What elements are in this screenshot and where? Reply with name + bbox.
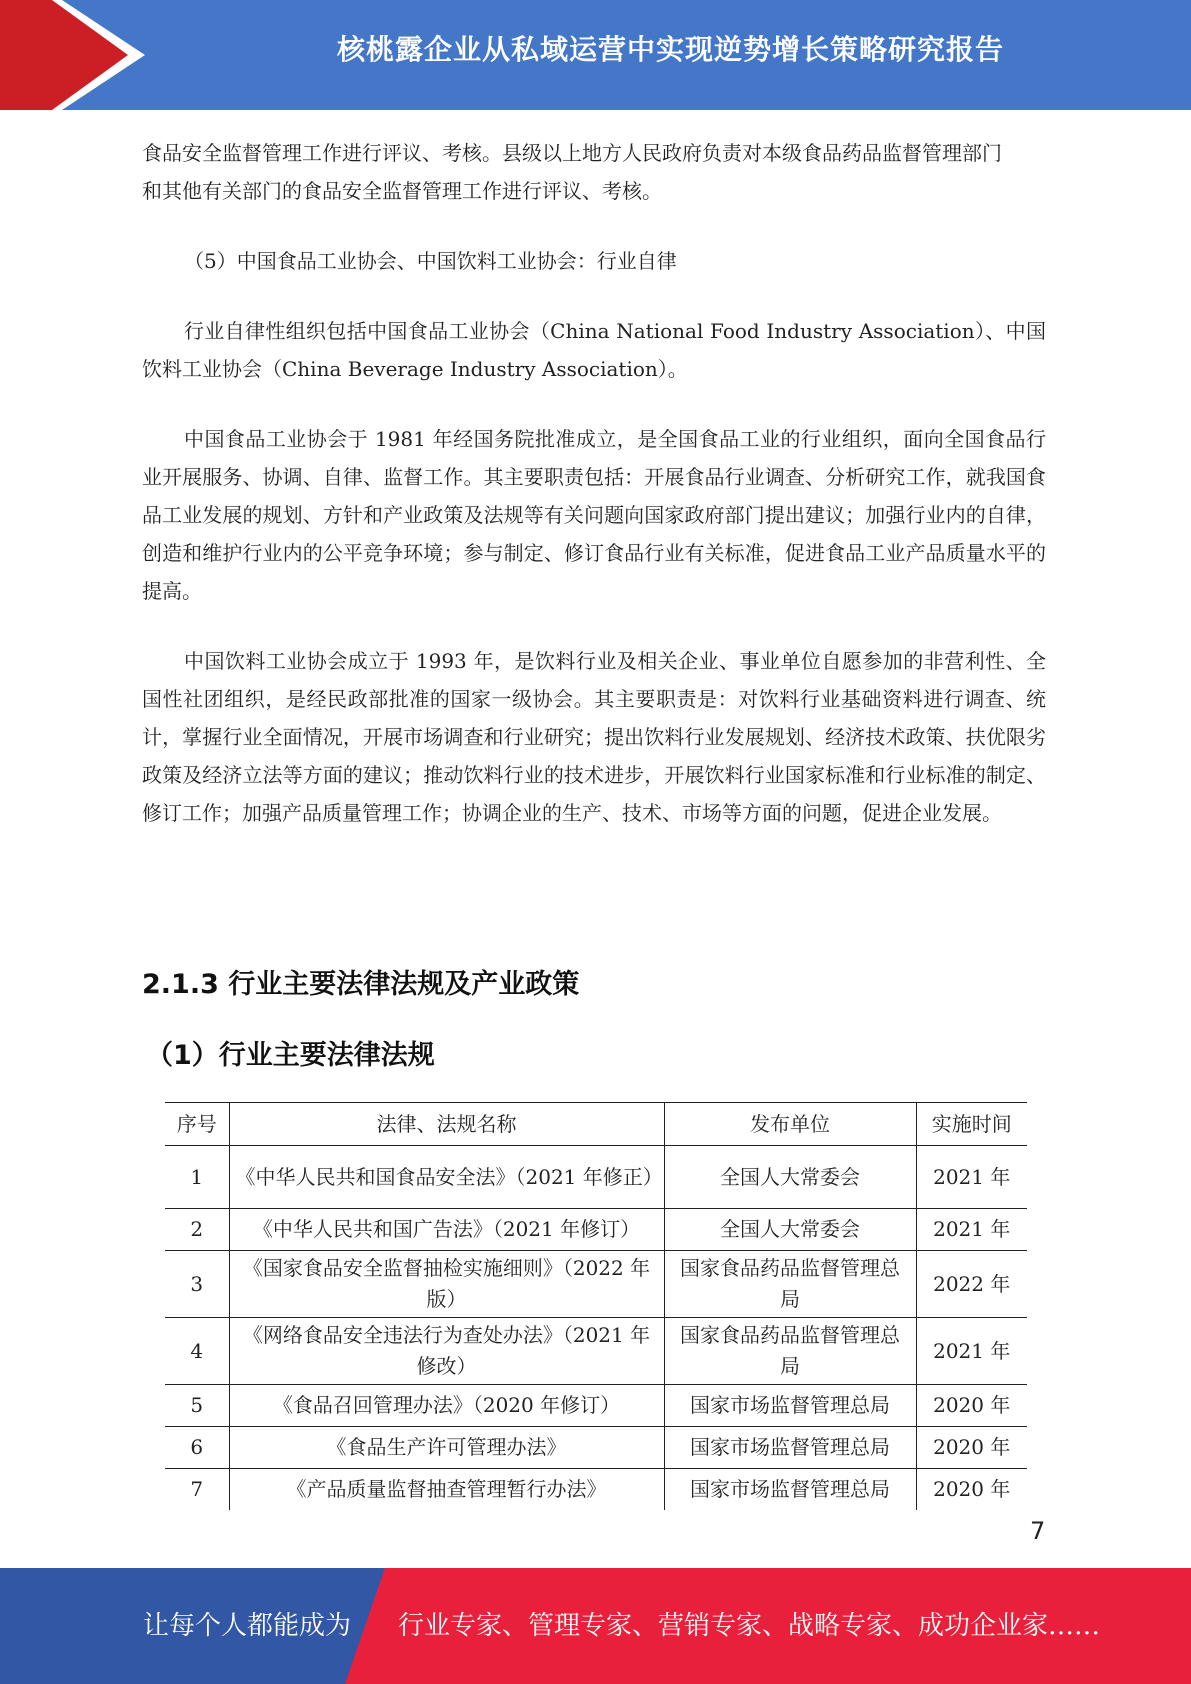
footer-slogan-left: 让每个人都能成为 [143, 1611, 352, 1641]
table-row [165, 1251, 1027, 1318]
row-number: 6 [165, 1427, 229, 1469]
issuing-unit: 全国人大常委会 [664, 1209, 916, 1251]
page-footer-banner [0, 1568, 1191, 1684]
footer-slogan-right: 行业专家、管理专家、营销专家、战略专家、成功企业家…… [398, 1611, 1101, 1641]
paragraph-line: 食品安全监督管理工作进行评议、考核。县级以上地方人民政府负责对本级食品药品监督管理部门 [142, 141, 1002, 165]
page-number: 7 [1030, 1517, 1046, 1545]
law-name: 《食品生产许可管理办法》 [229, 1427, 664, 1469]
row-number: 2 [165, 1209, 229, 1251]
row-number: 4 [165, 1318, 229, 1385]
law-name: 《食品召回管理办法》（2020 年修订） [229, 1385, 664, 1427]
issuing-unit: 国家食品药品监督管理总局 [664, 1251, 916, 1318]
paragraph-line: 和其他有关部门的食品安全监督管理工作进行评议、考核。 [142, 179, 662, 203]
row-number: 5 [165, 1385, 229, 1427]
subsection-heading: （1）行业主要法律法规 [146, 1040, 435, 1071]
law-name: 《网络食品安全违法行为查处办法》（2021 年修改） [229, 1318, 664, 1385]
subsection-label: （5）中国食品工业协会、中国饮料工业协会：行业自律 [184, 249, 677, 273]
report-title: 核桃露企业从私域运营中实现逆势增长策略研究报告 [336, 33, 1004, 66]
paragraph-food-association: 中国食品工业协会于 1981 年经国务院批准成立，是全国食品工业的行业组织，面向全国食品行业开展服务、协调、自律、监督工作。其主要职责包括：开展食品行业调查、分析研究工作，就我国食品工业发展的规划、方针和产业政策及法规等有关问题向国家政府部门提出建议；加强行业内的自律，创造和维护行业内的公平竞争环境；参与制定、修订食品行业有关标准，促进食品工业产品质量水平的提高。 [142, 427, 1046, 603]
table-row [165, 1385, 1027, 1427]
issuing-unit: 国家市场监督管理总局 [664, 1469, 916, 1511]
column-header: 发布单位 [664, 1103, 916, 1146]
effective-time: 2022 年 [916, 1251, 1027, 1318]
row-number: 3 [165, 1251, 229, 1318]
paragraph-beverage-association: 中国饮料工业协会成立于 1993 年，是饮料行业及相关企业、事业单位自愿参加的非营利性、全国性社团组织，是经民政部批准的国家一级协会。其主要职责是：对饮料行业基础资料进行调查、统计，掌握行业全面情况，开展市场调查和行业研究；提出饮料行业发展规划、经济技术政策、扶优限劣政策及经济立法等方面的建议；推动饮料行业的技术进步，开展饮料行业国家标准和行业标准的制定、修订工作；加强产品质量管理工作；协调企业的生产、技术、市场等方面的问题，促进企业发展。 [142, 649, 1046, 825]
paragraph-industry-orgs: 行业自律性组织包括中国食品工业协会（China National Food Industry Association）、中国饮料工业协会（China Beverage Industry Association）。 [142, 319, 1046, 381]
laws-table [165, 1102, 1027, 1510]
column-header: 法律、法规名称 [229, 1103, 664, 1146]
column-header: 序号 [165, 1103, 229, 1146]
effective-time: 2021 年 [916, 1146, 1027, 1209]
issuing-unit: 国家市场监督管理总局 [664, 1385, 916, 1427]
table-row [165, 1146, 1027, 1209]
column-header: 实施时间 [916, 1103, 1027, 1146]
issuing-unit: 国家市场监督管理总局 [664, 1427, 916, 1469]
section-heading: 2.1.3 行业主要法律法规及产业政策 [142, 969, 580, 1000]
law-name: 《中华人民共和国食品安全法》（2021 年修正） [229, 1146, 664, 1209]
law-name: 《国家食品安全监督抽检实施细则》（2022 年版） [229, 1251, 664, 1318]
effective-time: 2020 年 [916, 1385, 1027, 1427]
issuing-unit: 全国人大常委会 [664, 1146, 916, 1209]
effective-time: 2021 年 [916, 1318, 1027, 1385]
row-number: 7 [165, 1469, 229, 1511]
table-row [165, 1318, 1027, 1385]
law-name: 《产品质量监督抽查管理暂行办法》 [229, 1469, 664, 1511]
table-row [165, 1209, 1027, 1251]
table-header-row [165, 1103, 1027, 1146]
row-number: 1 [165, 1146, 229, 1209]
law-name: 《中华人民共和国广告法》（2021 年修订） [229, 1209, 664, 1251]
effective-time: 2020 年 [916, 1469, 1027, 1511]
effective-time: 2020 年 [916, 1427, 1027, 1469]
body-text [142, 134, 1046, 832]
effective-time: 2021 年 [916, 1209, 1027, 1251]
page-header-banner [0, 0, 1191, 110]
table-row [165, 1427, 1027, 1469]
table-row [165, 1469, 1027, 1511]
paragraph-continuation [142, 134, 1046, 210]
header-chevron-decoration [0, 0, 150, 110]
issuing-unit: 国家食品药品监督管理总局 [664, 1318, 916, 1385]
